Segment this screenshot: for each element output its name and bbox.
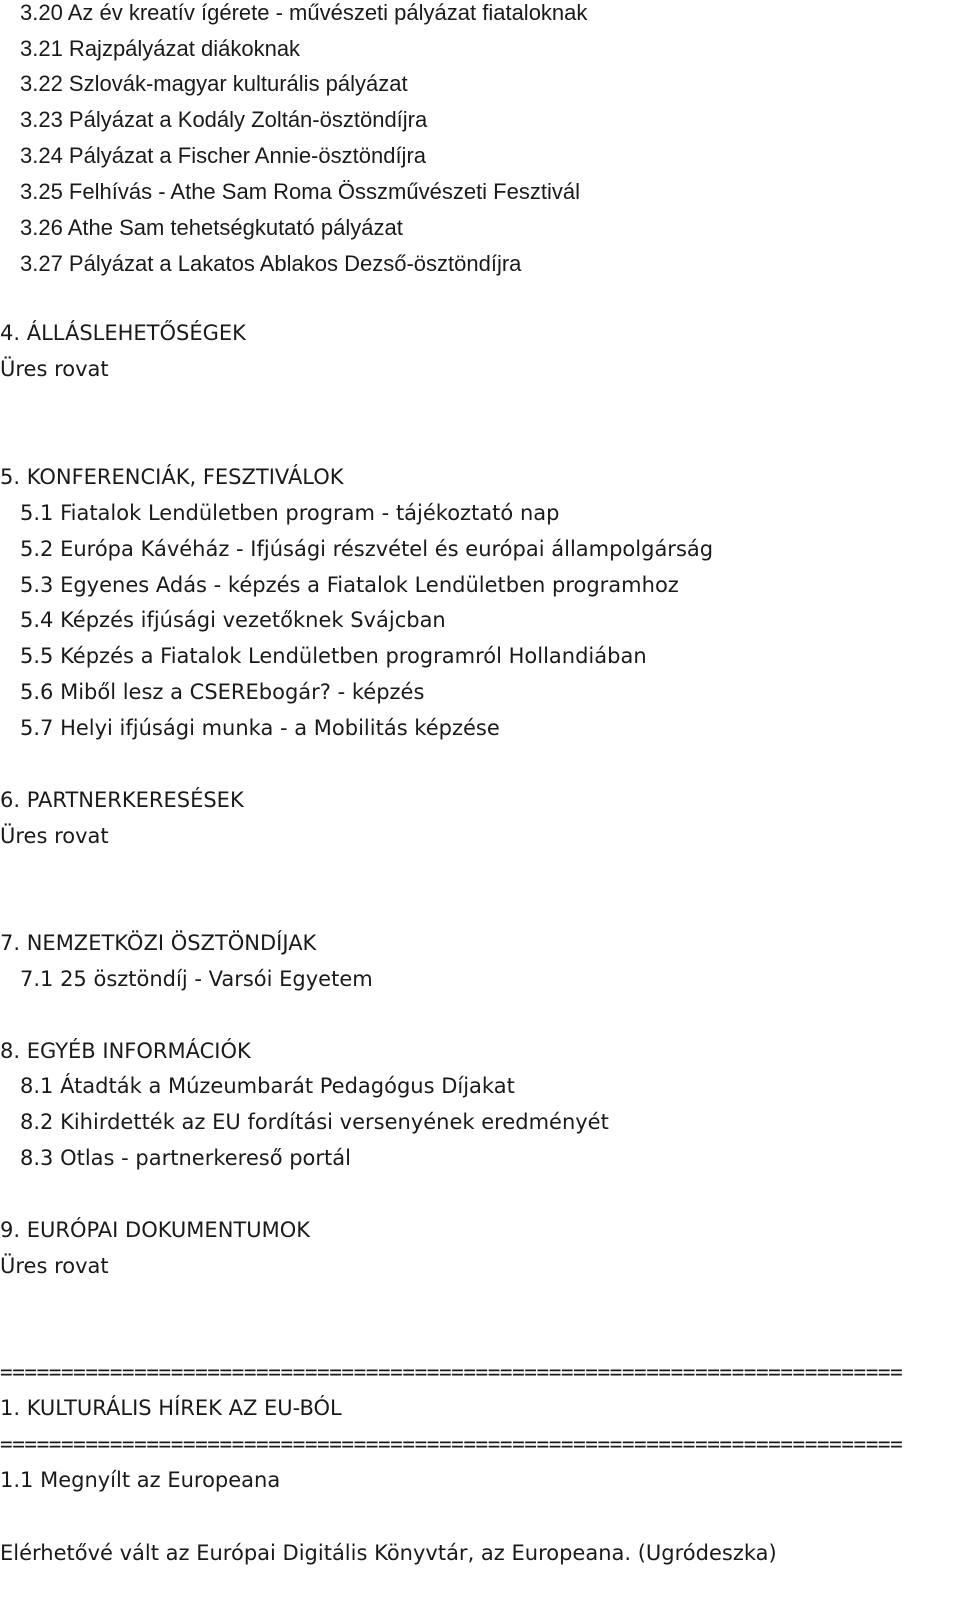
list-item[interactable]: 5.3 Egyenes Adás - képzés a Fiatalok Lendületben programhoz [20,573,679,597]
list-item[interactable]: 7.1 25 ösztöndíj - Varsói Egyetem [20,967,373,991]
list-item[interactable]: 8.2 Kihirdették az EU fordítási versenyének eredményét [20,1110,609,1134]
empty-section-note: Üres rovat [0,357,109,381]
list-item[interactable]: 3.26 Athe Sam tehetségkutató pályázat [20,215,403,240]
separator-rule: ========================================================================== [0,1432,903,1456]
article-body: Elérhetővé vált az Európai Digitális Könyvtár, az Europeana. (Ugródeszka) [0,1541,777,1565]
list-item[interactable]: 8.1 Átadták a Múzeumbarát Pedagógus Díjakat [20,1074,515,1098]
list-item[interactable]: 3.27 Pályázat a Lakatos Ablakos Dezső-ösztöndíjra [20,251,522,276]
section-heading: 5. KONFERENCIÁK, FESZTIVÁLOK [0,465,344,489]
section-heading: 9. EURÓPAI DOKUMENTUMOK [0,1218,311,1242]
list-item[interactable]: 3.20 Az év kreatív ígérete - művészeti pályázat fiataloknak [20,0,588,25]
list-item[interactable]: 5.7 Helyi ifjúsági munka - a Mobilitás képzése [20,716,500,740]
list-item[interactable]: 5.2 Európa Kávéház - Ifjúsági részvétel és európai állampolgárság [20,537,714,561]
list-item[interactable]: 3.24 Pályázat a Fischer Annie-ösztöndíjra [20,143,427,168]
list-item[interactable]: 3.21 Rajzpályázat diákoknak [20,36,301,61]
list-item[interactable]: 3.22 Szlovák-magyar kulturális pályázat [20,71,408,96]
list-item[interactable]: 5.1 Fiatalok Lendületben program - tájékoztató nap [20,501,560,525]
section-heading: 7. NEMZETKÖZI ÖSZTÖNDÍJAK [0,931,317,955]
list-item[interactable]: 5.4 Képzés ifjúsági vezetőknek Svájcban [20,608,446,632]
empty-section-note: Üres rovat [0,1254,109,1278]
section-heading: 4. ÁLLÁSLEHETŐSÉGEK [0,321,246,345]
list-item[interactable]: 8.3 Otlas - partnerkereső portál [20,1146,351,1170]
section-heading: 8. EGYÉB INFORMÁCIÓK [0,1039,251,1063]
list-item[interactable]: 3.25 Felhívás - Athe Sam Roma Összművészeti Fesztivál [20,179,580,204]
article-title: 1.1 Megnyílt az Europeana [0,1468,281,1492]
section-heading: 6. PARTNERKERESÉSEK [0,788,244,812]
empty-section-note: Üres rovat [0,824,109,848]
list-item[interactable]: 5.6 Miből lesz a CSEREbogár? - képzés [20,680,425,704]
list-item[interactable]: 5.5 Képzés a Fiatalok Lendületben programról Hollandiában [20,644,647,668]
list-item[interactable]: 3.23 Pályázat a Kodály Zoltán-ösztöndíjra [20,107,428,132]
separator-rule: ========================================================================== [0,1360,903,1384]
article-section-heading: 1. KULTURÁLIS HÍREK AZ EU-BÓL [0,1396,342,1420]
